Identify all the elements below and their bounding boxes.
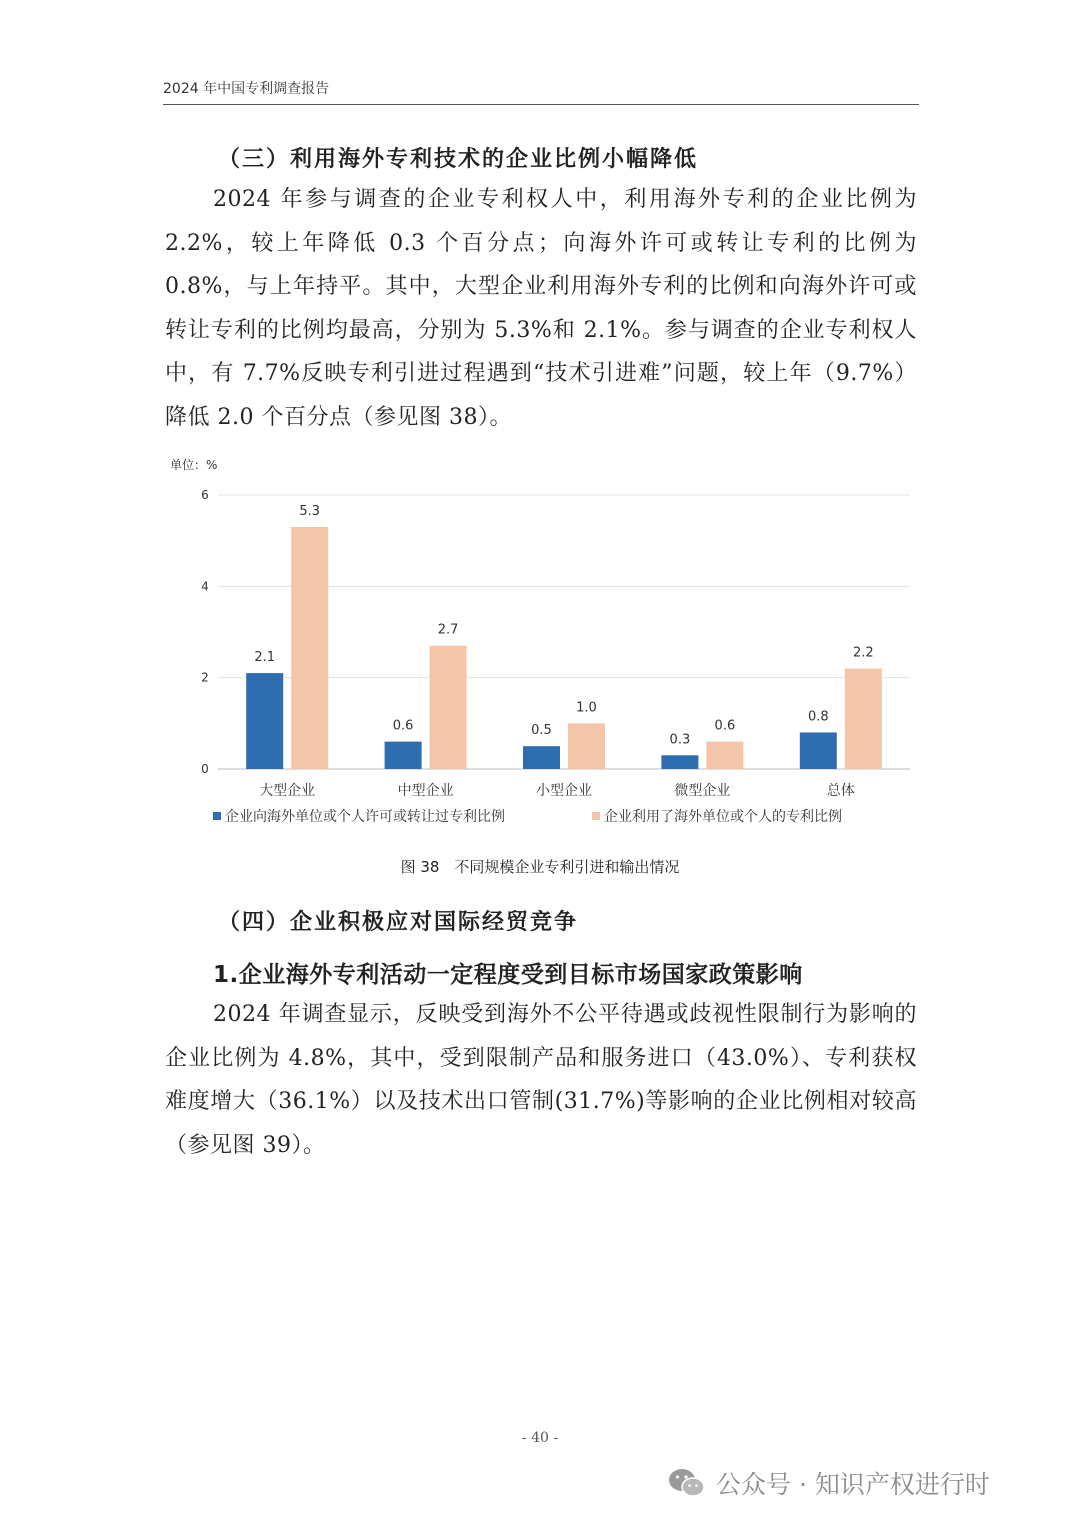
running-header: 2024 年中国专利调查报告	[163, 78, 919, 105]
x-tick-label: 大型企业	[259, 783, 316, 799]
section-4-paragraph: 2024 年调查显示，反映受到海外不公平待遇或歧视性限制行为影响的企业比例为 4.8%，其中，受到限制产品和服务进口（43.0%）、专利获权难度增大（36.1%）以及技术出口管制(31.7%)等影响的企业比例相对较高（参见图 39）。	[165, 1002, 917, 1158]
bar-license-out	[385, 742, 422, 769]
data-label: 0.8	[807, 709, 829, 725]
watermark-text: 公众号 · 知识产权进行时	[716, 1470, 990, 1499]
y-tick-label: 6	[201, 488, 209, 502]
x-tick-label: 微型企业	[674, 783, 731, 799]
data-label: 0.6	[714, 718, 736, 734]
legend-swatch-use-overseas	[592, 812, 600, 820]
legend-swatch-license-out	[213, 812, 221, 820]
section-3-paragraph: 2024 年参与调查的企业专利权人中，利用海外专利的企业比例为 2.2%，较上年降低 0.3 个百分点；向海外许可或转让专利的比例为 0.8%，与上年持平。其中，大型企业利用海外专利的比例和向海外许可或转让专利的比例均最高，分别为 5.3%和 2.1%。参与调查的企业专利权人中，有 7.7%反映专利引进过程遇到“技术引进难”问题，较上年（9.7%）降低 2.0 个百分点（参见图 38）。	[165, 187, 917, 430]
wechat-icon	[668, 1467, 706, 1499]
data-label: 2.7	[437, 622, 459, 638]
x-tick-label: 中型企业	[397, 783, 454, 799]
data-label: 2.2	[852, 645, 874, 661]
y-tick-label: 4	[201, 579, 209, 594]
subsection-heading: 1.企业海外专利活动一定程度受到目标市场国家政策影响	[213, 962, 803, 988]
section-heading-3: （三）利用海外专利技术的企业比例小幅降低	[218, 147, 699, 172]
data-label: 5.3	[299, 503, 321, 519]
bar-use-overseas	[568, 723, 605, 769]
legend-label: 企业利用了海外单位或个人的专利比例	[604, 809, 842, 825]
section-heading-4: （四）企业积极应对国际经贸竞争	[218, 910, 579, 935]
bar-license-out	[661, 755, 698, 769]
page-number: - 40 -	[521, 1430, 559, 1446]
bar-use-overseas	[291, 527, 328, 769]
bar-license-out	[246, 673, 283, 769]
bar-use-overseas	[845, 669, 882, 769]
bar-use-overseas	[430, 646, 467, 769]
legend-label: 企业向海外单位或个人许可或转让过专利比例	[225, 809, 505, 825]
watermark	[668, 1463, 990, 1503]
bar-use-overseas	[706, 742, 743, 769]
data-label: 0.3	[669, 732, 691, 748]
x-tick-label: 总体	[826, 783, 855, 799]
bar-license-out	[523, 746, 560, 769]
unit-label: 单位：%	[170, 458, 218, 472]
bar-license-out	[800, 732, 837, 769]
figure-caption: 图 38 不同规模企业专利引进和输出情况	[400, 858, 680, 876]
data-label: 1.0	[576, 700, 597, 716]
y-tick-label: 2	[201, 670, 209, 685]
data-label: 2.1	[254, 650, 276, 666]
y-tick-label: 0	[201, 762, 209, 776]
x-tick-label: 小型企业	[536, 783, 592, 799]
data-label: 0.6	[392, 718, 414, 734]
data-label: 0.5	[531, 723, 552, 739]
